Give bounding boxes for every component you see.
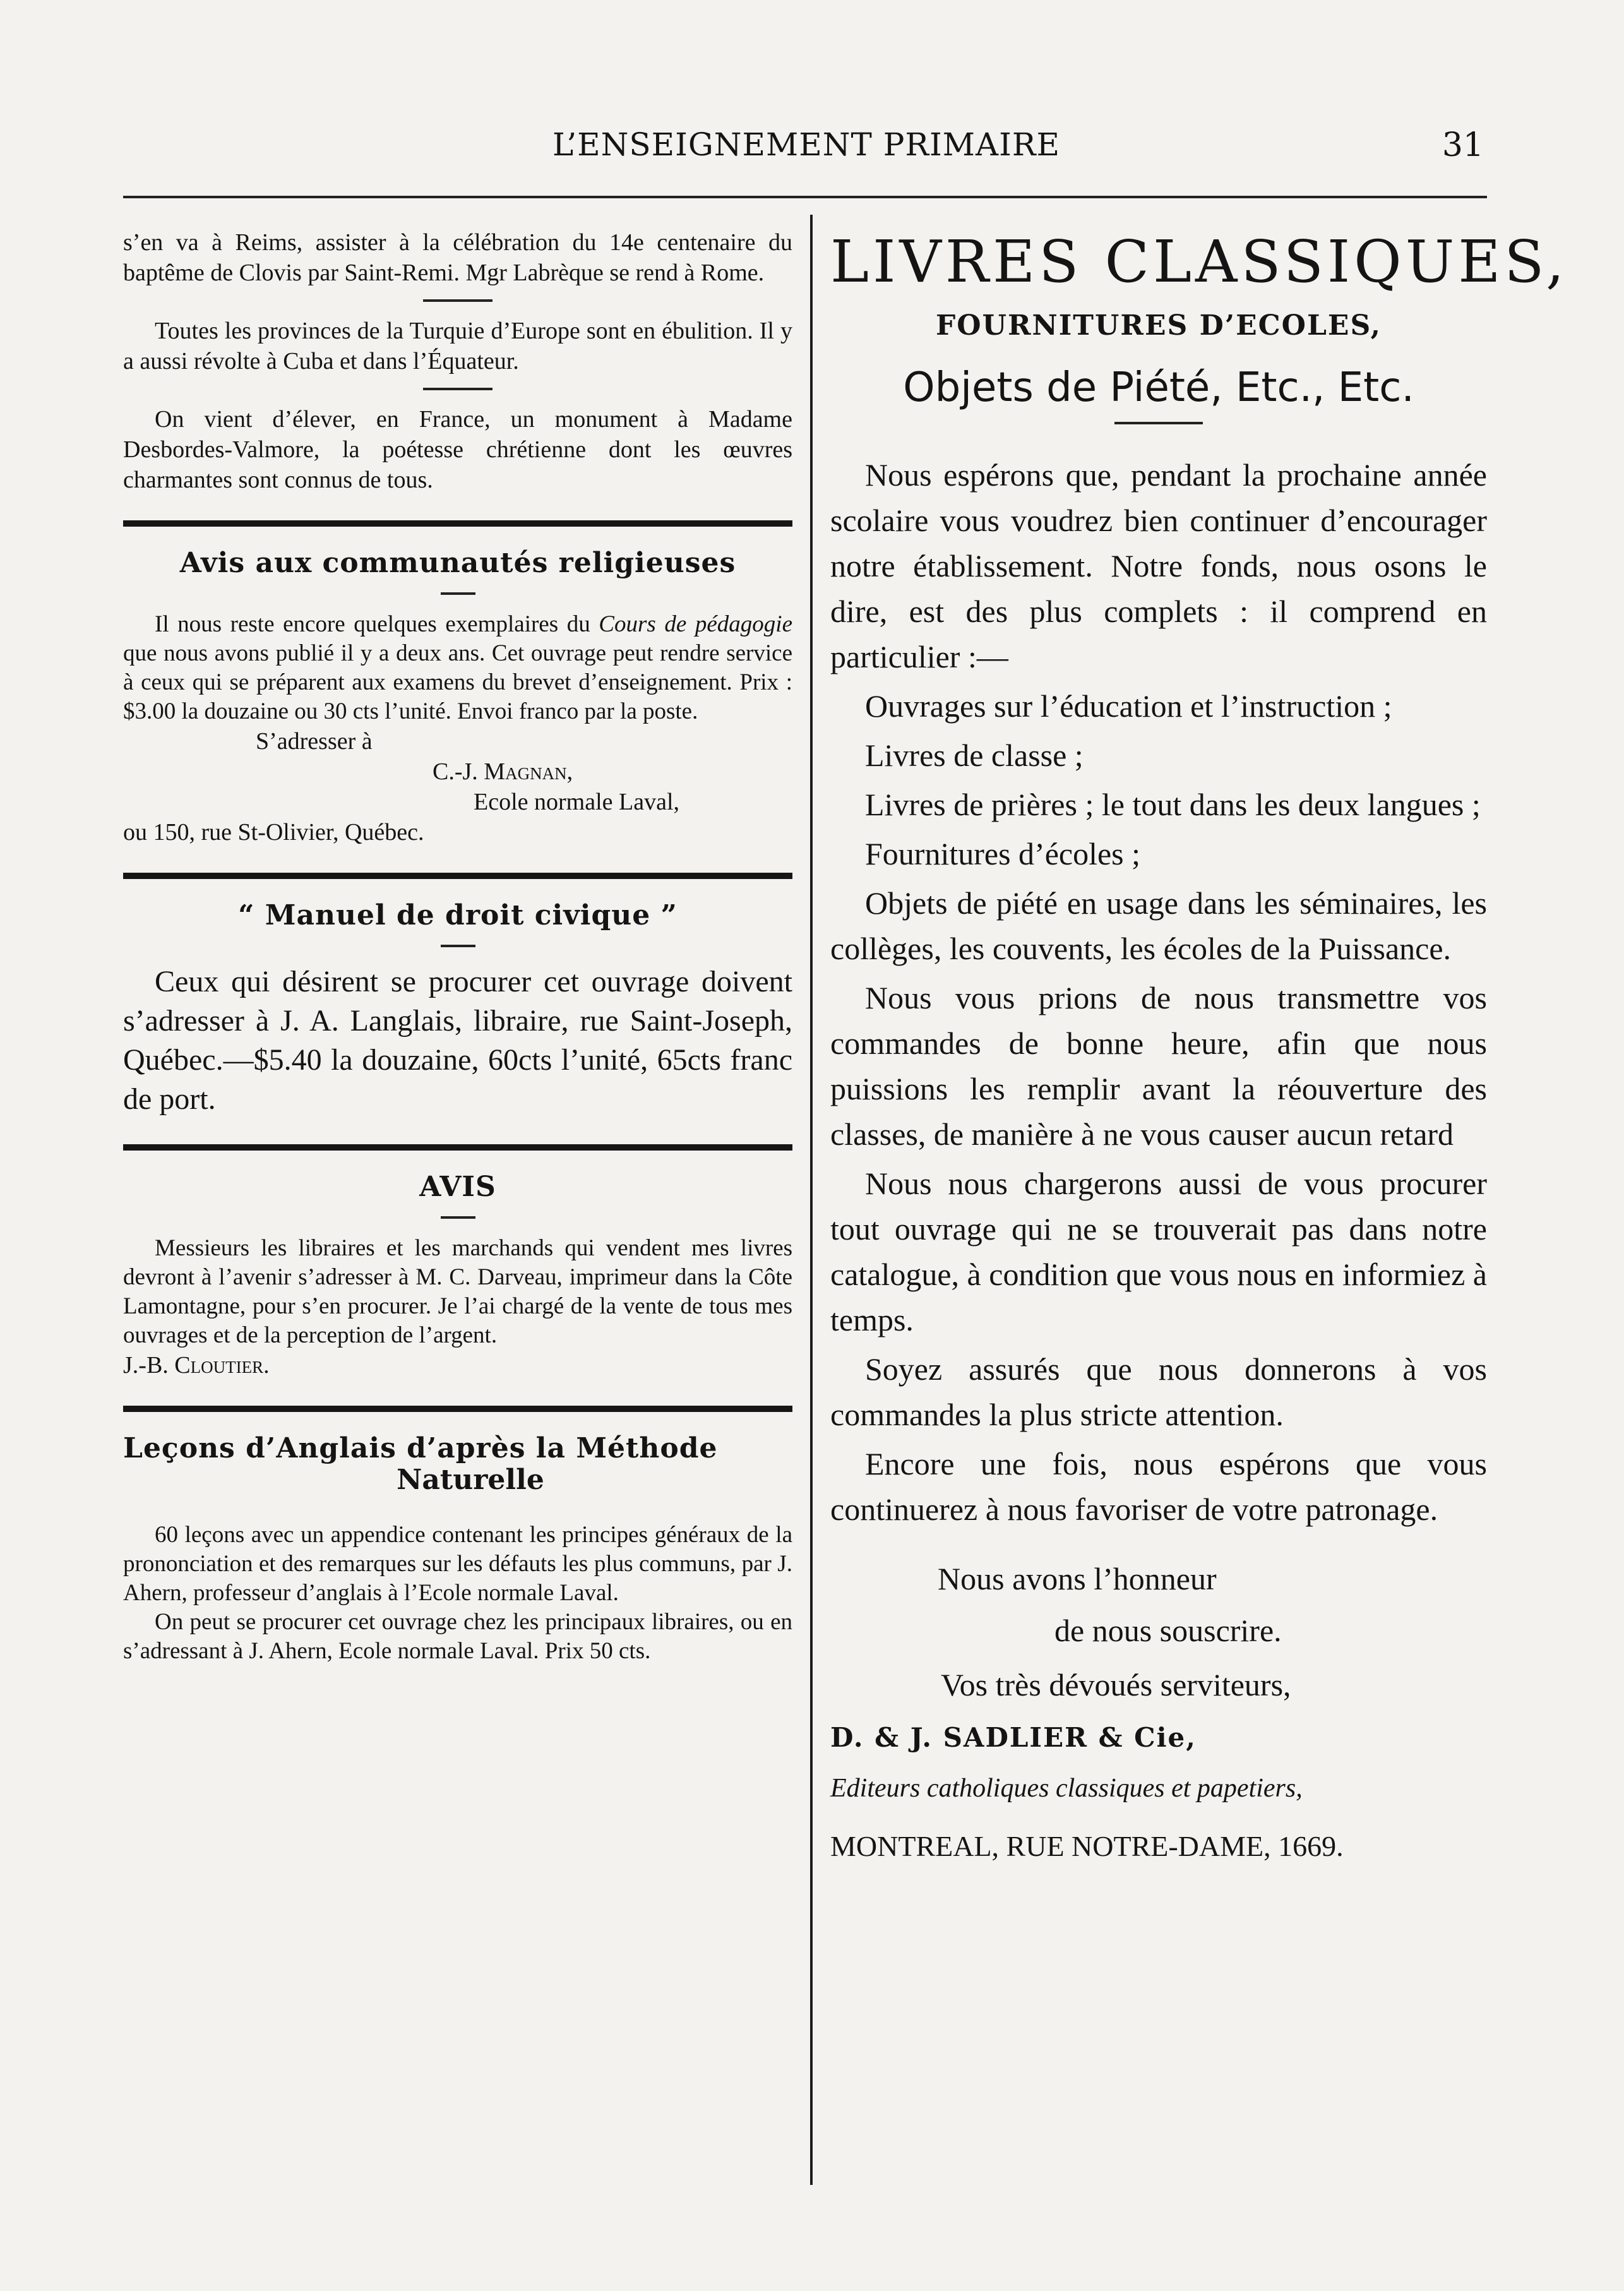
advert-item: Ouvrages sur l’éducation et l’instruction ; [865,688,1392,724]
section-heading-avis: AVIS [419,1171,496,1203]
separator-rule [423,388,493,390]
section-rule [123,520,792,527]
advert-item: Fournitures d’écoles ; [865,836,1141,871]
header-rule [123,196,1487,198]
journal-title: L’ENSEIGNEMENT PRIMAIRE [552,126,1060,163]
notice-body [123,610,792,726]
separator-rule [423,299,493,302]
firm-description: Editeurs catholiques classiques et papetiers, [830,1774,1303,1803]
advert-title: LIVRES CLASSIQUES, [830,228,1568,296]
separator-rule [1114,422,1203,424]
column-divider [810,215,813,2185]
notice-body: On peut se procurer cet ouvrage chez les principaux libraires, ou en s’adressant à J. Ahern, Ecole normale Laval. Prix 50 cts. [123,1609,792,1664]
separator-rule [441,592,475,595]
section-heading-manuel: “ Manuel de droit civique ” [238,899,678,931]
closing-line: Vos très dévoués serviteurs, [941,1667,1291,1702]
advert-objets: Objets de Piété, Etc., Etc. [903,364,1414,411]
section-rule [123,873,792,879]
running-header [120,120,1484,170]
news-item: On vient d’élever, en France, un monument à Madame Desbordes-Valmore, la poétesse chrétienne dont les œuvres charmantes sont connus de tous. [123,406,792,493]
address-street: ou 150, rue St-Olivier, Québec. [123,819,424,846]
advert-item: Livres de prières ; le tout dans les deux langues ; [865,787,1481,822]
separator-rule [441,1216,475,1219]
book-title: Cours de pédagogie [599,611,792,637]
contact-name: C.-J. Magnan, [433,758,573,785]
page-number: 31 [1442,126,1484,164]
notice-text: que nous avons publié il y a deux ans. Cet ouvrage peut rendre service à ceux qui se préparent aux examens du brevet d’enseignement. Prix : $3.00 la douzaine ou 30 cts l’unité. Envoi franco par la poste. [123,640,792,724]
section-rule [123,1406,792,1412]
separator-rule [441,945,475,947]
notice-body: Ceux qui désirent se procurer cet ouvrage doivent s’adresser à J. A. Langlais, libraire, rue Saint-Joseph, Québec.—$5.40 la douzaine, 60cts l’unité, 65cts franc de port. [123,965,792,1116]
firm-address: MONTREAL, RUE NOTRE-DAME, 1669. [830,1830,1344,1862]
advert-paragraph: Nous nous chargerons aussi de vous procurer tout ouvrage qui ne se trouverait pas dans notre catalogue, à condition que vous nous en informiez à temps. [830,1166,1487,1337]
signature-name: J.-B. Cloutier. [123,1352,270,1379]
section-rule [123,1144,792,1151]
signature [123,1350,792,1380]
notice-body: 60 leçons avec un appendice contenant les principes généraux de la prononciation et des remarques sur les défauts les plus communs, par J. Ahern, professeur d’anglais à l’Ecole normale Laval. [123,1522,792,1606]
section-heading-lecons-line2: Naturelle [397,1464,544,1496]
section-heading-lecons: Leçons d’Anglais d’après la Méthode [123,1432,718,1464]
closing-line: de nous souscrire. [1054,1613,1282,1648]
advert-subtitle: FOURNITURES D’ECOLES, [936,309,1382,342]
news-item: Toutes les provinces de la Turquie d’Europe sont en ébulition. Il y a aussi révolte à Cuba et dans l’Équateur. [123,318,792,374]
closing-line: Nous avons l’honneur [938,1561,1217,1596]
left-column [123,227,792,1666]
address-intro: S’adresser à [256,728,373,755]
advert-paragraph: Nous vous prions de nous transmettre vos commandes de bonne heure, afin que nous puissions les remplir avant la réouverture des classes, de manière à ne vous causer aucun retard [830,980,1487,1152]
notice-text: Il nous reste encore quelques exemplaires du [155,611,599,637]
section-heading-avis-communautes: Avis aux communautés religieuses [179,547,736,579]
address-school: Ecole normale Laval, [474,789,680,815]
notice-body: Messieurs les libraires et les marchands qui vendent mes livres devront à l’avenir s’adresser à M. C. Darveau, imprimeur dans la Côte Lamontagne, pour s’en procurer. Je l’ai chargé de la vente de tous mes ouvrages et de la perception de l’argent. [123,1235,792,1348]
advert-item: Livres de classe ; [865,738,1084,773]
right-column [830,227,1568,1869]
advert-item: Objets de piété en usage dans les séminaires, les collèges, les couvents, les écoles de la Puissance. [830,885,1487,966]
advert-paragraph: Soyez assurés que nous donnerons à vos commandes la plus stricte attention. [830,1351,1487,1432]
firm-name: D. & J. SADLIER & Cie, [830,1722,1197,1753]
advert-intro: Nous espérons que, pendant la prochaine année scolaire vous voudrez bien continuer d’encourager notre établissement. Notre fonds, nous osons le dire, est des plus complets : il comprend en particulier :— [830,457,1487,674]
advert-paragraph: Encore une fois, nous espérons que vous continuerez à nous favoriser de votre patronage. [830,1446,1487,1527]
news-item: s’en va à Reims, assister à la célébration du 14e centenaire du baptême de Clovis par Saint-Remi. Mgr Labrèque se rend à Rome. [123,229,792,286]
address-name [123,757,792,787]
